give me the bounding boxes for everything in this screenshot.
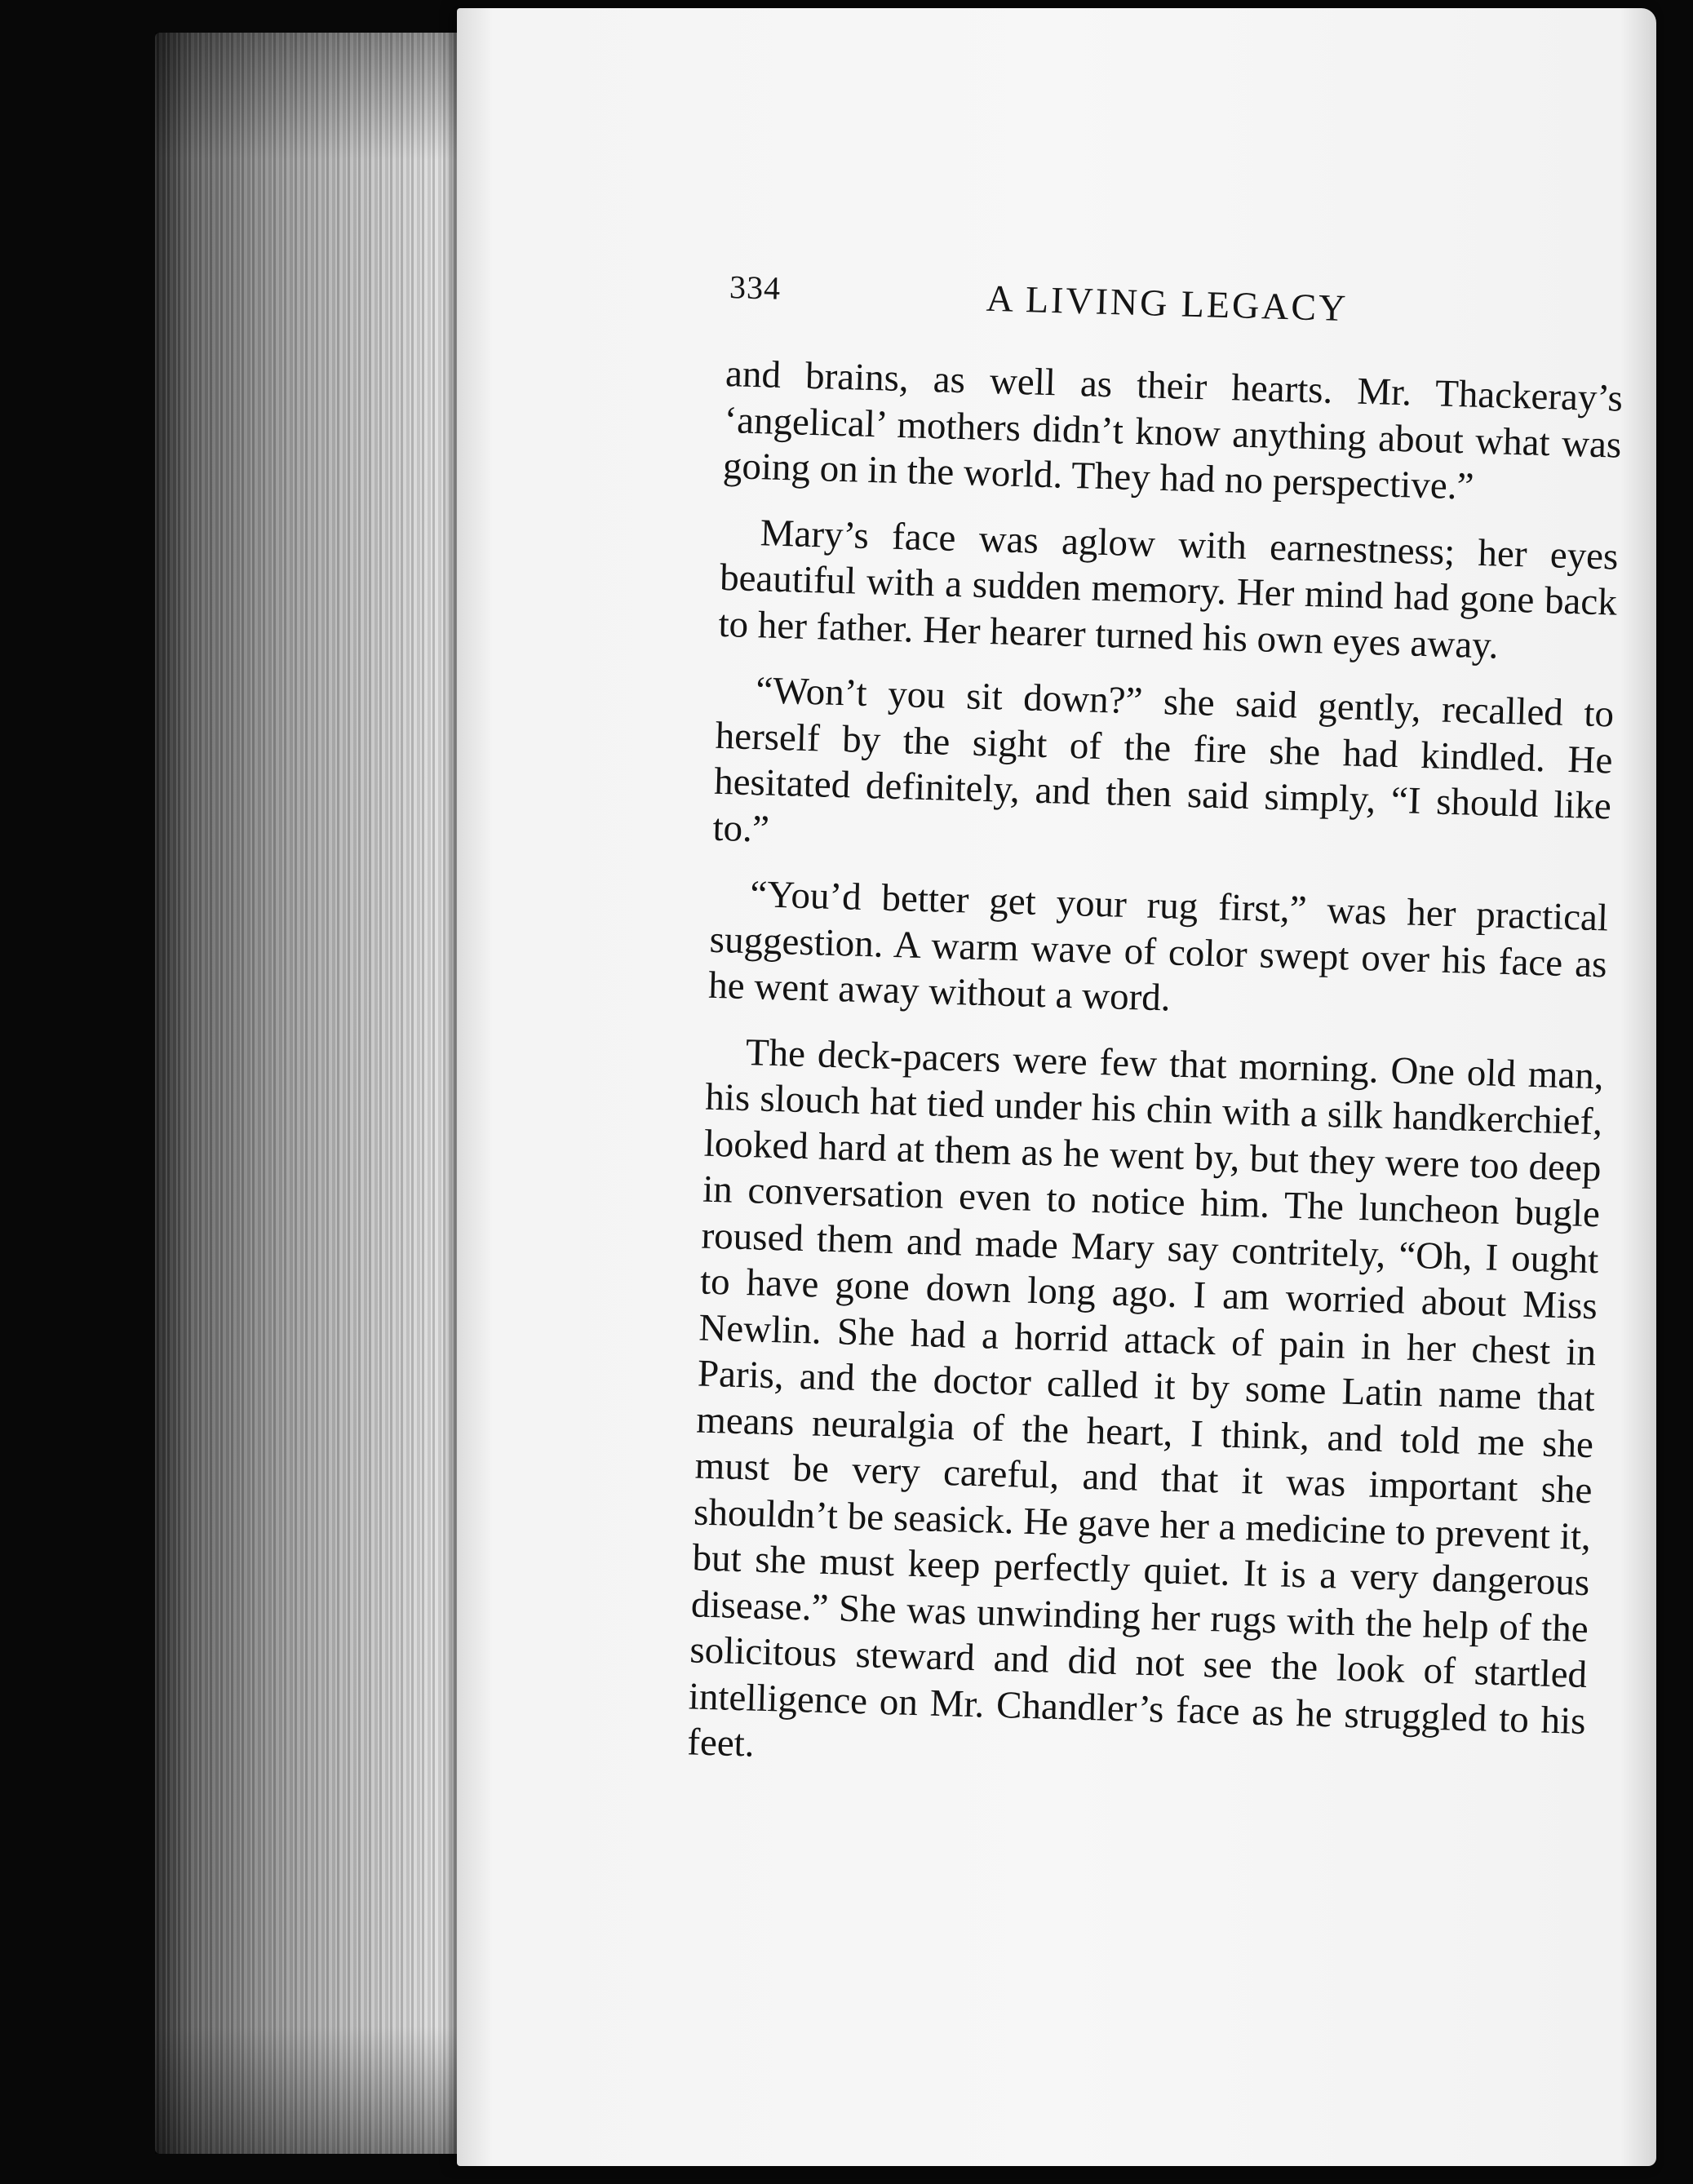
page-number: 334 bbox=[729, 268, 782, 307]
paragraph-4: “You’d better get your rug first,” was her practical suggestion. A warm wave of color swept over his face as he went away without a word. bbox=[707, 873, 1609, 1020]
paragraph-2: Mary’s face was aglow with earnestness; her eyes beautiful with a sudden memory. Her mind had gone back to her father. Her hearer turned his own eyes away. bbox=[717, 511, 1620, 667]
paragraph-5: The deck-pacers were few that morning. One old man, his slouch hat tied under his chin with a silk handkerchief, looked hard at them as he went by, but they were too deep in conversation even to notice him. The luncheon bugle roused them and made Mary say contritely, “Oh, I ought to have gone down long ago. I am worried about Miss Newlin. She had a horrid attack of pain in her chest in Paris, and the doctor called it by some Latin name that means neuralgia of the heart, I think, and told me she must be very careful, and that it was important she shouldn’t be seasick. He gave her a medicine to prevent it, but she must keep perfectly quiet. It is a very dangerous disease.” She was unwinding her rugs with the help of the solicitous steward and did not see the look of startled intelligence on Mr. Chandler’s face as he struggled to his feet. bbox=[686, 1030, 1605, 1765]
body-text bbox=[687, 351, 1624, 1791]
printed-page bbox=[457, 8, 1656, 2166]
page-edge-stack bbox=[155, 33, 481, 2154]
paragraph-1: and brains, as well as their hearts. Mr. Thackeray’s ‘angelical’ mothers didn’t know anything about what was going on in the world. They had no perspective.” bbox=[722, 352, 1624, 508]
page-header bbox=[729, 261, 1562, 349]
paragraph-3: “Won’t you sit down?” she said gently, recalled to herself by the sight of the fire she had kindled. He hesitated definitely, and then said simply, “I should like to.” bbox=[711, 669, 1615, 851]
running-head: A LIVING LEGACY bbox=[986, 277, 1350, 330]
